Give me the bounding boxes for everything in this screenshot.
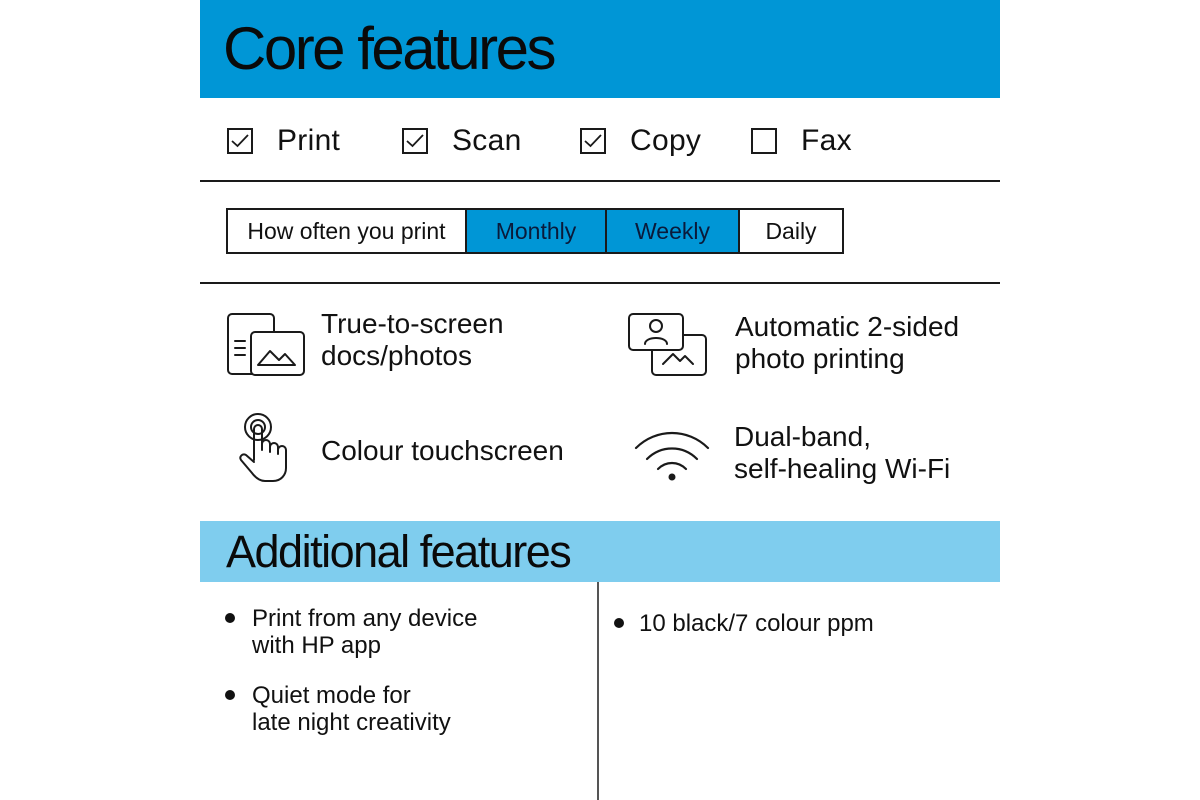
core-features-header [200,0,1000,98]
bullet-dot [614,618,624,628]
bullet-item [614,610,874,637]
touch-hand-icon [225,412,305,484]
print-frequency-scale [226,208,844,254]
column-divider [597,582,599,800]
feature-wifi [632,418,950,490]
feature-text: Dual-band, self-healing Wi-Fi [734,421,951,484]
function-fax [751,118,852,164]
bullet-text: Quiet mode for late night creativity [252,682,451,736]
feature-true-to-screen [225,307,504,379]
document-photo-icon [225,307,305,379]
bullet-item [225,605,477,659]
wifi-icon [632,418,712,490]
print-label: Print [277,124,341,157]
divider [200,180,1000,182]
bullet-text: Print from any device with HP app [252,605,478,659]
feature-text: Colour touchscreen [321,435,564,466]
two-sided-photo-icon [627,310,707,382]
frequency-weekly: Weekly [605,210,738,252]
frequency-daily: Daily [738,210,842,252]
function-copy [580,118,701,164]
bullet-text: 10 black/7 colour ppm [639,610,874,637]
additional-features-header [200,521,1000,582]
checkmark-icon [231,134,249,148]
function-print [227,118,340,164]
feature-text: True-to-screen docs/photos [321,308,504,371]
checkmark-icon [406,134,424,148]
frequency-monthly: Monthly [465,210,605,252]
fax-label: Fax [801,124,852,157]
feature-two-sided [627,310,959,382]
fax-checkbox [751,128,777,154]
function-checklist [200,118,1000,164]
function-scan [402,118,522,164]
scan-checkbox [402,128,428,154]
additional-features-title: Additional features [226,526,571,577]
feature-touchscreen [225,412,564,484]
core-features-title: Core features [223,15,555,82]
bullet-dot [225,690,235,700]
scan-label: Scan [452,124,522,157]
divider [200,282,1000,284]
feature-panel [200,0,1000,800]
frequency-label: How often you print [247,217,446,244]
feature-text: Automatic 2-sided photo printing [735,311,960,374]
copy-label: Copy [630,124,702,157]
print-checkbox [227,128,253,154]
checkmark-icon [584,134,602,148]
copy-checkbox [580,128,606,154]
bullet-dot [225,613,235,623]
bullet-item [225,682,451,736]
